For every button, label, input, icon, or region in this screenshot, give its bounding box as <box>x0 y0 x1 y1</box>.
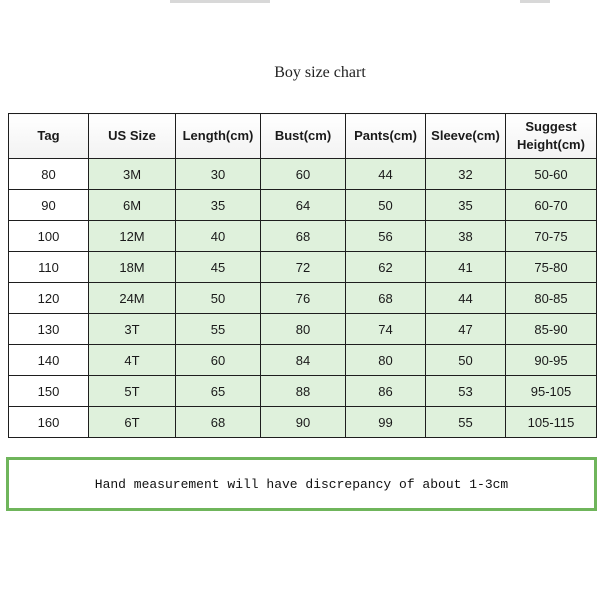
header-sleeve: Sleeve(cm) <box>426 114 506 159</box>
cell-length: 30 <box>176 159 261 190</box>
cell-length: 65 <box>176 376 261 407</box>
cell-pants: 50 <box>346 190 426 221</box>
cell-pants: 62 <box>346 252 426 283</box>
table-row <box>9 345 597 376</box>
table-row <box>9 407 597 438</box>
table-row <box>9 190 597 221</box>
cell-sleeve: 32 <box>426 159 506 190</box>
cell-pants: 56 <box>346 221 426 252</box>
cell-pants: 86 <box>346 376 426 407</box>
cell-suggest-height: 70-75 <box>506 221 597 252</box>
cell-sleeve: 35 <box>426 190 506 221</box>
table-row <box>9 252 597 283</box>
cell-sleeve: 47 <box>426 314 506 345</box>
header-suggest-height: Suggest Height(cm) <box>506 114 597 159</box>
cell-length: 45 <box>176 252 261 283</box>
cell-bust: 60 <box>261 159 346 190</box>
cell-pants: 80 <box>346 345 426 376</box>
cell-suggest-height: 75-80 <box>506 252 597 283</box>
cell-suggest-height: 60-70 <box>506 190 597 221</box>
header-length: Length(cm) <box>176 114 261 159</box>
cell-tag: 150 <box>9 376 89 407</box>
cell-us-size: 6T <box>89 407 176 438</box>
cell-us-size: 6M <box>89 190 176 221</box>
cell-us-size: 12M <box>89 221 176 252</box>
cell-bust: 68 <box>261 221 346 252</box>
cell-suggest-height: 80-85 <box>506 283 597 314</box>
cell-sleeve: 50 <box>426 345 506 376</box>
cell-tag: 110 <box>9 252 89 283</box>
cell-pants: 99 <box>346 407 426 438</box>
cell-tag: 90 <box>9 190 89 221</box>
cell-sleeve: 53 <box>426 376 506 407</box>
cell-bust: 76 <box>261 283 346 314</box>
cell-bust: 90 <box>261 407 346 438</box>
cell-us-size: 18M <box>89 252 176 283</box>
header-tag: Tag <box>9 114 89 159</box>
cell-length: 60 <box>176 345 261 376</box>
cell-length: 55 <box>176 314 261 345</box>
cell-sleeve: 38 <box>426 221 506 252</box>
cell-bust: 84 <box>261 345 346 376</box>
cell-pants: 44 <box>346 159 426 190</box>
table-row <box>9 283 597 314</box>
cell-pants: 68 <box>346 283 426 314</box>
cell-bust: 80 <box>261 314 346 345</box>
cell-suggest-height: 50-60 <box>506 159 597 190</box>
cell-suggest-height: 105-115 <box>506 407 597 438</box>
cell-sleeve: 55 <box>426 407 506 438</box>
header-pants: Pants(cm) <box>346 114 426 159</box>
table-row <box>9 376 597 407</box>
cell-pants: 74 <box>346 314 426 345</box>
table-row <box>9 159 597 190</box>
cell-length: 68 <box>176 407 261 438</box>
table-row <box>9 314 597 345</box>
header-us-size: US Size <box>89 114 176 159</box>
measurement-note-text: Hand measurement will have discrepancy of about 1-3cm <box>94 476 509 492</box>
cell-suggest-height: 95-105 <box>506 376 597 407</box>
cell-bust: 64 <box>261 190 346 221</box>
cell-bust: 88 <box>261 376 346 407</box>
cell-tag: 130 <box>9 314 89 345</box>
cell-length: 40 <box>176 221 261 252</box>
cell-length: 50 <box>176 283 261 314</box>
cell-tag: 80 <box>9 159 89 190</box>
cell-us-size: 3T <box>89 314 176 345</box>
measurement-note <box>6 457 597 511</box>
cell-suggest-height: 85-90 <box>506 314 597 345</box>
page-title: Boy size chart <box>274 64 366 81</box>
top-edge-fragments <box>0 0 600 4</box>
top-edge-fragment-right <box>520 0 550 3</box>
cell-bust: 72 <box>261 252 346 283</box>
cell-tag: 100 <box>9 221 89 252</box>
cell-tag: 140 <box>9 345 89 376</box>
cell-sleeve: 41 <box>426 252 506 283</box>
cell-tag: 160 <box>9 407 89 438</box>
cell-length: 35 <box>176 190 261 221</box>
cell-us-size: 24M <box>89 283 176 314</box>
size-chart-table <box>8 113 597 438</box>
header-bust: Bust(cm) <box>261 114 346 159</box>
cell-us-size: 4T <box>89 345 176 376</box>
cell-tag: 120 <box>9 283 89 314</box>
cell-us-size: 5T <box>89 376 176 407</box>
cell-suggest-height: 90-95 <box>506 345 597 376</box>
top-edge-fragment-left <box>170 0 270 3</box>
cell-us-size: 3M <box>89 159 176 190</box>
table-body <box>9 159 597 438</box>
table-row <box>9 221 597 252</box>
table-header-row <box>9 114 597 159</box>
cell-sleeve: 44 <box>426 283 506 314</box>
